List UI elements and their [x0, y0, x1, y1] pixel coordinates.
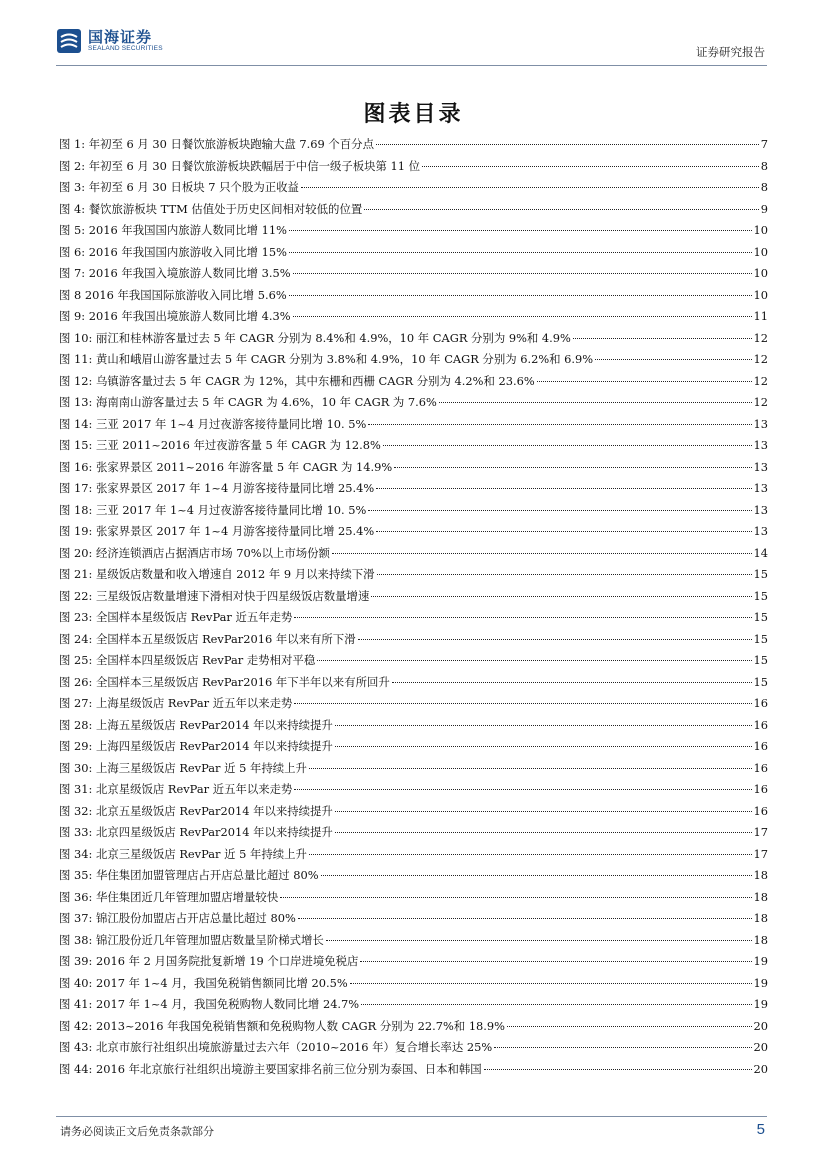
toc-entry[interactable] — [59, 416, 768, 438]
toc-entry-title: 图 30: 上海三星级饭店 RevPar 近 5 年持续上升 — [59, 760, 307, 775]
toc-dot-leader — [280, 897, 751, 898]
toc-entry[interactable] — [59, 824, 768, 846]
logo-name-en: SEALAND SECURITIES — [88, 45, 163, 52]
toc-entry-page: 13 — [753, 481, 768, 495]
toc-dot-leader — [484, 1069, 752, 1070]
toc-entry-page: 16 — [753, 760, 768, 775]
toc-entry-title: 图 15: 三亚 2011~2016 年过夜游客量 5 年 CAGR 为 12.8% — [59, 438, 381, 452]
toc-dot-leader — [335, 832, 752, 833]
toc-entry-title: 图 31: 北京星级饭店 RevPar 近五年以来走势 — [59, 782, 293, 796]
toc-entry[interactable] — [59, 803, 768, 825]
toc-entry[interactable] — [59, 975, 768, 997]
toc-dot-leader — [301, 187, 759, 188]
toc-entry[interactable] — [59, 588, 768, 610]
toc-entry-page: 7 — [760, 137, 768, 151]
toc-entry-title: 图 23: 全国样本星级饭店 RevPar 近五年走势 — [59, 610, 293, 624]
toc-entry[interactable] — [59, 1018, 768, 1040]
toc-entry-title: 图 20: 经济连锁酒店占据酒店市场 70%以上市场份额 — [59, 545, 330, 560]
toc-dot-leader — [361, 1004, 751, 1005]
toc-entry-title: 图 14: 三亚 2017 年 1~4 月过夜游客接待量同比增 10. 5% — [59, 416, 367, 431]
toc-dot-leader — [309, 854, 752, 855]
toc-entry-page: 8 — [760, 158, 768, 173]
toc-dot-leader — [573, 338, 752, 339]
toc-dot-leader — [350, 983, 752, 984]
toc-entry[interactable] — [59, 158, 768, 180]
toc-entry-title: 图 32: 北京五星级饭店 RevPar2014 年以来持续提升 — [59, 803, 333, 818]
logo-name-cn: 国海证券 — [88, 28, 153, 46]
toc-entry-title: 图 44: 2016 年北京旅行社组织出境游主要国家排名前三位分别为泰国、日本和韩国 — [59, 1061, 482, 1076]
toc-entry-title: 图 42: 2013~2016 年我国免税销售额和免税购物人数 CAGR 分别为 22.7%和 18.9% — [59, 1018, 505, 1033]
toc-dot-leader — [364, 209, 759, 210]
toc-entry-page: 13 — [753, 459, 768, 474]
toc-entry-page: 13 — [753, 416, 768, 431]
toc-entry[interactable] — [59, 308, 768, 330]
toc-entry-page: 18 — [753, 868, 768, 882]
toc-entry-title: 图 2: 年初至 6 月 30 日餐饮旅游板块跌幅居于中信一级子板块第 11 位 — [59, 158, 421, 173]
toc-dot-leader — [439, 402, 752, 403]
toc-dot-leader — [376, 144, 759, 145]
toc-dot-leader — [293, 316, 752, 317]
toc-dot-leader — [368, 510, 751, 511]
toc-entry[interactable] — [59, 631, 768, 653]
toc-entry-page: 16 — [753, 696, 768, 710]
toc-dot-leader — [507, 1026, 752, 1027]
toc-entry-title: 图 37: 锦江股份加盟店占开店总量比超过 80% — [59, 911, 296, 925]
toc-entry[interactable] — [59, 932, 768, 954]
toc-entry-page: 18 — [753, 889, 768, 904]
toc-entry-page: 17 — [753, 846, 768, 861]
toc-entry-title: 图 21: 星级饭店数量和收入增速自 2012 年 9 月以来持续下滑 — [59, 567, 375, 581]
toc-entry-page: 13 — [753, 502, 768, 517]
toc-dot-leader — [294, 789, 751, 790]
toc-entry[interactable] — [59, 523, 768, 545]
toc-entry-page: 20 — [753, 1018, 768, 1033]
toc-entry-title: 图 28: 上海五星级饭店 RevPar2014 年以来持续提升 — [59, 717, 333, 732]
toc-dot-leader — [326, 940, 752, 941]
toc-dot-leader — [422, 166, 759, 167]
toc-entry-page: 16 — [753, 782, 768, 796]
toc-entry[interactable] — [59, 867, 768, 889]
toc-entry[interactable] — [59, 566, 768, 588]
toc-entry-title: 图 40: 2017 年 1~4 月，我国免税销售额同比增 20.5% — [59, 975, 348, 990]
toc-entry-title: 图 41: 2017 年 1~4 月，我国免税购物人数同比增 24.7% — [59, 997, 360, 1011]
toc-entry-title: 图 22: 三星级饭店数量增速下滑相对快于四星级饭店数量增速 — [59, 588, 370, 603]
toc-entry-page: 18 — [753, 911, 768, 925]
toc-entry-title: 图 34: 北京三星级饭店 RevPar 近 5 年持续上升 — [59, 846, 307, 861]
toc-entry-page: 16 — [753, 717, 768, 732]
toc-entry-title: 图 13: 海南南山游客量过去 5 年 CAGR 为 4.6%，10 年 CAGR 为 7.6% — [59, 395, 437, 409]
toc-dot-leader — [335, 811, 752, 812]
toc-entry-title: 图 38: 锦江股份近几年管理加盟店数量呈阶梯式增长 — [59, 932, 324, 947]
toc-entry-page: 15 — [753, 567, 768, 581]
toc-entry[interactable] — [59, 459, 768, 481]
toc-entry-title: 图 18: 三亚 2017 年 1~4 月过夜游客接待量同比增 10. 5% — [59, 502, 367, 517]
toc-dot-leader — [537, 381, 752, 382]
toc-entry[interactable] — [59, 437, 768, 459]
toc-dot-leader — [595, 359, 751, 360]
toc-dot-leader — [392, 682, 752, 683]
toc-entry[interactable] — [59, 265, 768, 287]
page-title: 图表目录 — [363, 101, 464, 127]
toc-dot-leader — [376, 531, 751, 532]
toc-entry[interactable] — [59, 889, 768, 911]
toc-dot-leader — [309, 768, 752, 769]
toc-entry-page: 8 — [760, 180, 768, 194]
toc-entry-title: 图 29: 上海四星级饭店 RevPar2014 年以来持续提升 — [59, 739, 333, 753]
toc-entry[interactable] — [59, 695, 768, 717]
toc-entry[interactable] — [59, 1039, 768, 1061]
sealand-logo-icon — [56, 28, 82, 54]
toc-entry[interactable] — [59, 373, 768, 395]
toc-entry-page: 19 — [753, 975, 768, 990]
company-logo — [56, 28, 163, 54]
toc-entry-title: 图 26: 全国样本三星级饭店 RevPar2016 年下半年以来有所回升 — [59, 674, 390, 689]
toc-entry-title: 图 6: 2016 年我国国内旅游收入同比增 15% — [59, 244, 287, 259]
toc-entry-page: 11 — [753, 309, 768, 323]
toc-entry-title: 图 11: 黄山和峨眉山游客量过去 5 年 CAGR 分别为 3.8%和 4.9%，10 年 CAGR 分别为 6.2%和 6.9% — [59, 352, 594, 366]
toc-entry-title: 图 36: 华住集团近几年管理加盟店增量较快 — [59, 889, 279, 904]
toc-entry-page: 12 — [753, 352, 768, 366]
toc-entry[interactable] — [59, 609, 768, 631]
toc-dot-leader — [360, 961, 751, 962]
toc-entry[interactable] — [59, 738, 768, 760]
toc-entry-page: 10 — [753, 244, 768, 259]
toc-dot-leader — [358, 639, 752, 640]
toc-entry-title: 图 5: 2016 年我国国内旅游人数同比增 11% — [59, 223, 287, 237]
toc-dot-leader — [332, 553, 752, 554]
toc-entry-title: 图 1: 年初至 6 月 30 日餐饮旅游板块跑输大盘 7.69 个百分点 — [59, 137, 374, 151]
toc-entry-page: 17 — [753, 825, 768, 839]
toc-entry-page: 9 — [760, 201, 768, 216]
toc-entry-title: 图 16: 张家界景区 2011~2016 年游客量 5 年 CAGR 为 14.9% — [59, 459, 393, 474]
toc-entry-title: 图 17: 张家界景区 2017 年 1~4 月游客接待量同比增 25.4% — [59, 481, 375, 495]
toc-entry-page: 18 — [753, 932, 768, 947]
toc-entry-title: 图 3: 年初至 6 月 30 日板块 7 只个股为正收益 — [59, 180, 299, 194]
toc-entry-title: 图 4: 餐饮旅游板块 TTM 估值处于历史区间相对较低的位置 — [59, 201, 363, 216]
toc-dot-leader — [368, 424, 751, 425]
toc-dot-leader — [293, 273, 752, 274]
toc-entry-page: 12 — [753, 330, 768, 345]
toc-dot-leader — [321, 875, 752, 876]
toc-dot-leader — [371, 596, 751, 597]
toc-entry[interactable] — [59, 996, 768, 1018]
toc-dot-leader — [335, 746, 752, 747]
toc-dot-leader — [383, 445, 752, 446]
toc-dot-leader — [494, 1047, 751, 1048]
toc-dot-leader — [335, 725, 752, 726]
toc-entry-page: 10 — [753, 223, 768, 237]
toc-entry[interactable] — [59, 179, 768, 201]
toc-entry-title: 图 9: 2016 年我国出境旅游人数同比增 4.3% — [59, 309, 291, 323]
toc-entry-title: 图 43: 北京市旅行社组织出境旅游量过去六年（2010~2016 年）复合增长率达 25% — [59, 1040, 493, 1054]
toc-entry[interactable] — [59, 244, 768, 266]
footer-disclaimer: 请务必阅读正文后免责条款部分 — [60, 1125, 214, 1138]
toc-entry-title: 图 19: 张家界景区 2017 年 1~4 月游客接待量同比增 25.4% — [59, 524, 375, 538]
toc-entry[interactable] — [59, 136, 768, 158]
toc-dot-leader — [294, 617, 751, 618]
toc-entry-title: 图 33: 北京四星级饭店 RevPar2014 年以来持续提升 — [59, 825, 333, 839]
toc-entry[interactable] — [59, 351, 768, 373]
toc-entry-page: 20 — [753, 1040, 768, 1054]
toc-entry[interactable] — [59, 222, 768, 244]
toc-entry-page: 13 — [753, 438, 768, 452]
header-divider — [56, 65, 767, 66]
report-type-label: 证券研究报告 — [696, 45, 765, 59]
toc-entry-page: 19 — [753, 997, 768, 1011]
toc-dot-leader — [289, 252, 752, 253]
toc-entry[interactable] — [59, 201, 768, 223]
toc-entry-title: 图 10: 丽江和桂林游客量过去 5 年 CAGR 分别为 8.4%和 4.9%，10 年 CAGR 分别为 9%和 4.9% — [59, 330, 571, 345]
toc-dot-leader — [289, 230, 752, 231]
toc-entry-page: 15 — [753, 610, 768, 624]
toc-entry-page: 10 — [753, 266, 768, 280]
toc-entry[interactable] — [59, 545, 768, 567]
toc-dot-leader — [377, 574, 752, 575]
toc-entry[interactable] — [59, 781, 768, 803]
toc-entry-page: 15 — [753, 588, 768, 603]
toc-dot-leader — [317, 660, 751, 661]
toc-entry-page: 15 — [753, 674, 768, 689]
toc-entry[interactable] — [59, 287, 768, 309]
toc-entry-title: 图 12: 乌镇游客量过去 5 年 CAGR 为 12%，其中东栅和西栅 CAGR 分别为 4.2%和 23.6% — [59, 373, 535, 388]
toc-entry[interactable] — [59, 910, 768, 932]
toc-dot-leader — [376, 488, 751, 489]
toc-entry-title: 图 35: 华住集团加盟管理店占开店总量比超过 80% — [59, 868, 319, 882]
toc-entry-page: 16 — [753, 803, 768, 818]
toc-entry[interactable] — [59, 674, 768, 696]
toc-dot-leader — [294, 703, 751, 704]
toc-entry-page: 15 — [753, 653, 768, 667]
page-number: 5 — [756, 1121, 765, 1138]
toc-entry-page: 15 — [753, 631, 768, 646]
toc-dot-leader — [394, 467, 751, 468]
toc-entry[interactable] — [59, 1061, 768, 1083]
toc-entry[interactable] — [59, 717, 768, 739]
toc-dot-leader — [289, 295, 752, 296]
toc-entry[interactable] — [59, 953, 768, 975]
toc-entry-page: 14 — [753, 545, 768, 560]
toc-entry-title: 图 39: 2016 年 2 月国务院批复新增 19 个口岸进境免税店 — [59, 954, 359, 968]
toc-entry[interactable] — [59, 394, 768, 416]
figure-table-of-contents — [59, 136, 768, 1082]
toc-entry-page: 12 — [753, 395, 768, 409]
toc-entry[interactable] — [59, 846, 768, 868]
toc-entry[interactable] — [59, 502, 768, 524]
toc-entry-title: 图 25: 全国样本四星级饭店 RevPar 走势相对平稳 — [59, 653, 316, 667]
toc-entry[interactable] — [59, 760, 768, 782]
toc-entry[interactable] — [59, 652, 768, 674]
toc-entry-title: 图 24: 全国样本五星级饭店 RevPar2016 年以来有所下滑 — [59, 631, 356, 646]
toc-entry[interactable] — [59, 330, 768, 352]
toc-entry-title: 图 7: 2016 年我国入境旅游人数同比增 3.5% — [59, 266, 291, 280]
toc-entry-page: 10 — [753, 287, 768, 302]
toc-dot-leader — [298, 918, 752, 919]
toc-entry-page: 16 — [753, 739, 768, 753]
toc-entry-title: 图 8 2016 年我国国际旅游收入同比增 5.6% — [59, 287, 287, 302]
toc-entry-page: 20 — [753, 1061, 768, 1076]
toc-entry-page: 12 — [753, 373, 768, 388]
footer-divider — [56, 1116, 767, 1117]
toc-entry-title: 图 27: 上海星级饭店 RevPar 近五年以来走势 — [59, 696, 293, 710]
toc-entry[interactable] — [59, 480, 768, 502]
toc-entry-page: 19 — [753, 954, 768, 968]
toc-entry-page: 13 — [753, 524, 768, 538]
